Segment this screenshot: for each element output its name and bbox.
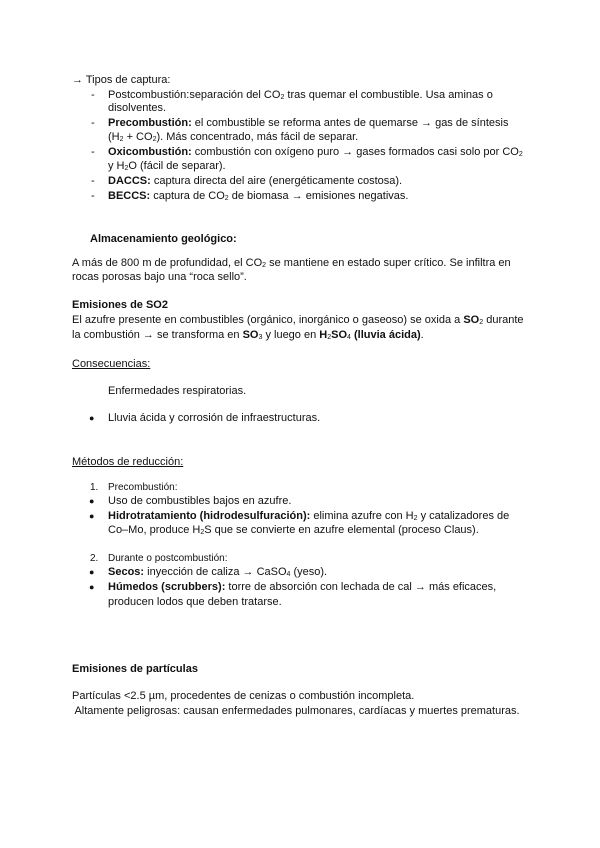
list-bullet: ● — [89, 496, 95, 506]
numbered-marker: 2. — [90, 553, 99, 564]
list-bullet: ● — [89, 567, 95, 577]
list-bullet: - — [91, 175, 95, 187]
so2-heading: Emisiones de SO2 — [72, 299, 168, 311]
list-item-continuation: Co–Mo, produce $H_2S$ que se convierte en azufre elemental (proceso Claus). — [108, 524, 479, 536]
particles-paragraph-line: Altamente peligrosas: causan enfermedades pulmonares, cardíacas y muertes prematuras. — [72, 705, 520, 717]
list-bullet: - — [91, 89, 95, 101]
numbered-marker: 1. — [90, 482, 99, 493]
list-bullet: - — [91, 146, 95, 158]
list-bullet: - — [91, 117, 95, 129]
list-item: Húmedos (scrubbers): torre de absorción con lechada de cal → más eficaces, — [108, 581, 497, 593]
list-item: Precombustión: el combustible se reforma antes de quemarse → gas de síntesis — [108, 117, 509, 129]
particles-paragraph-line: Partículas <2.5 µm, procedentes de cenizas o combustión incompleta. — [72, 690, 415, 702]
numbered-item-label: Durante o postcombustión: — [108, 553, 228, 564]
consequences-heading: Consecuencias: — [72, 358, 151, 370]
numbered-item-label: Precombustión: — [108, 482, 178, 493]
list-item: Secos: inyección de caliza → CaSO$_4$ (yeso). — [108, 566, 328, 578]
list-item-continuation: disolventes. — [108, 102, 167, 114]
list-item-continuation: y $H_2O$ (fácil de separar). — [108, 160, 226, 172]
so2-paragraph-line: El azufre presente en combustibles (orgánico, inorgánico o gaseoso) se oxida a $SO_2$ durante — [72, 314, 524, 326]
list-item: Postcombustión:separación del $CO_2$ tras quemar el combustible. Usa aminas o — [108, 89, 493, 101]
capture-heading: → Tipos de captura: — [72, 74, 171, 86]
list-item-continuation: $(H_2 + CO_2)$. Más concentrado, más fácil de separar. — [108, 131, 359, 143]
list-item-continuation: producen lodos que deben tratarse. — [108, 596, 282, 608]
particles-heading: Emisiones de partículas — [72, 663, 198, 675]
list-bullet: ● — [89, 511, 95, 521]
so2-paragraph-line: la combustión → se transforma en $SO_3$ y luego en $H_2SO_4$ (lluvia ácida). — [72, 329, 424, 341]
storage-paragraph-line: A más de 800 m de profundidad, el $CO_2$ se mantiene en estado super crítico. Se infiltra en — [72, 257, 511, 269]
list-item: BECCS: captura de $CO_2$ de biomasa → emisiones negativas. — [108, 190, 409, 202]
storage-paragraph-line: rocas porosas bajo una “roca sello”. — [72, 271, 247, 283]
list-item: Oxicombustión: combustión con oxígeno puro → gases formados casi solo por $CO_2$ — [108, 146, 523, 158]
list-item: Uso de combustibles bajos en azufre. — [108, 495, 292, 507]
methods-heading: Métodos de reducción: — [72, 456, 184, 468]
list-bullet: ● — [89, 582, 95, 592]
list-bullet: ● — [89, 413, 95, 423]
list-item: DACCS: captura directa del aire (energéticamente costosa). — [108, 175, 403, 187]
consequence-item: Enfermedades respiratorias. — [108, 385, 247, 397]
list-item: Hidrotratamiento (hidrodesulfuración): elimina azufre con $H_2$ y catalizadores de — [108, 510, 510, 522]
storage-heading: Almacenamiento geológico: — [90, 233, 237, 245]
consequence-item: Lluvia ácida y corrosión de infraestructuras. — [108, 412, 321, 424]
list-bullet: - — [91, 190, 95, 202]
